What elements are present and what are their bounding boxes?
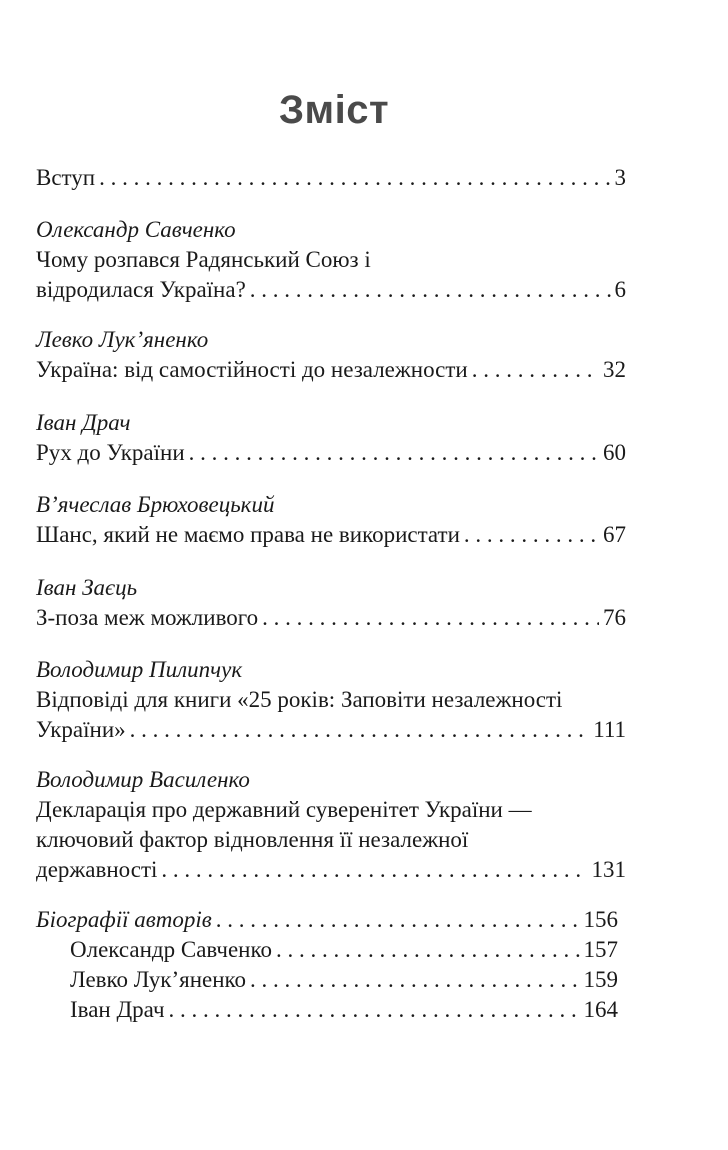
toc-row xyxy=(36,163,626,193)
author-name: В’ячеслав Брюховецький xyxy=(36,492,275,517)
page-number: 131 xyxy=(591,857,626,882)
toc-row xyxy=(36,905,618,935)
toc-entry xyxy=(36,215,626,305)
toc-entry-title: З-поза меж можливого xyxy=(36,605,259,630)
toc-entry-title: Шанс, який не маємо права не використати xyxy=(36,522,460,547)
toc-entry-title: Рух до України xyxy=(36,440,185,465)
toc-entry-title-line: ключовий фактор відновлення її незалежної xyxy=(36,827,469,852)
author-name: Іван Заєць xyxy=(36,575,138,600)
toc-row xyxy=(70,995,618,1025)
leader-dots xyxy=(472,355,599,385)
leader-dots xyxy=(464,520,599,550)
bio-name: Олександр Савченко xyxy=(70,937,272,962)
page-number: 164 xyxy=(583,997,618,1022)
toc-row xyxy=(36,855,626,885)
leader-dots xyxy=(250,965,579,995)
page-number: 157 xyxy=(583,937,618,962)
toc-entry-title-line: Відповіді для книги «25 років: Заповіти незалежності xyxy=(36,687,563,712)
toc-entry-title: Україна: від самостійності до незалежности xyxy=(36,357,468,382)
page-title: Зміст xyxy=(278,88,390,132)
toc-row xyxy=(36,355,626,385)
bio-name: Іван Драч xyxy=(70,997,165,1022)
toc-entry-title: Біографії авторів xyxy=(36,907,212,932)
page-number: 111 xyxy=(593,717,626,742)
leader-dots xyxy=(250,275,611,305)
toc-entry-title: України» xyxy=(36,717,126,742)
toc-entry-title: відродилася Україна? xyxy=(36,277,246,302)
leader-dots xyxy=(161,855,587,885)
leader-dots xyxy=(130,715,590,745)
leader-dots xyxy=(169,995,580,1025)
author-name: Іван Драч xyxy=(36,410,131,435)
page-number: 3 xyxy=(614,165,626,190)
toc-entry-title-line: Чому розпався Радянський Союз і xyxy=(36,247,371,272)
author-name: Олександр Савченко xyxy=(36,217,236,242)
toc-bios xyxy=(36,905,618,935)
author-name: Левко Лук’яненко xyxy=(36,327,209,352)
toc-entry xyxy=(36,490,626,550)
page-number: 60 xyxy=(603,440,626,465)
toc-row xyxy=(70,935,618,965)
toc-entry xyxy=(36,325,626,385)
toc-row xyxy=(36,603,626,633)
page-number: 32 xyxy=(603,357,626,382)
author-name: Володимир Пилипчук xyxy=(36,657,243,682)
toc-entry-title: державності xyxy=(36,857,158,882)
toc-entry xyxy=(36,408,626,468)
page-number: 159 xyxy=(583,967,618,992)
toc-row xyxy=(70,965,618,995)
toc-entry-title-line: Декларація про державний суверенітет України — xyxy=(36,797,532,822)
toc-entry-title: Вступ xyxy=(36,165,96,190)
page-number: 156 xyxy=(583,907,618,932)
leader-dots xyxy=(276,935,580,965)
leader-dots xyxy=(189,438,599,468)
page-number: 76 xyxy=(603,605,626,630)
bio-name: Левко Лук’яненко xyxy=(70,967,247,992)
toc-bios-list xyxy=(70,935,618,1025)
toc-row xyxy=(36,438,626,468)
leader-dots xyxy=(216,905,580,935)
leader-dots xyxy=(262,603,599,633)
toc-row xyxy=(36,715,626,745)
toc-row xyxy=(36,520,626,550)
toc-entry xyxy=(36,765,626,885)
toc-intro xyxy=(36,163,626,193)
toc-row xyxy=(36,275,626,305)
page-number: 67 xyxy=(603,522,626,547)
toc-entry xyxy=(36,573,626,633)
page-number: 6 xyxy=(614,277,626,302)
toc-entry xyxy=(36,655,626,745)
leader-dots xyxy=(99,163,610,193)
author-name: Володимир Василенко xyxy=(36,767,250,792)
